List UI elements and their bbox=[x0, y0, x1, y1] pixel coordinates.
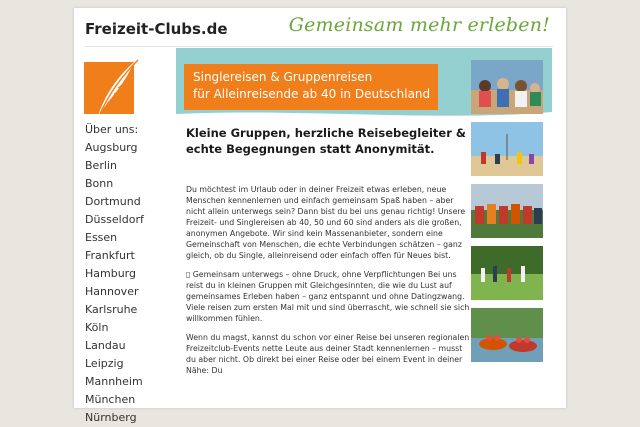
sidebar-item-koeln[interactable]: Köln bbox=[85, 321, 109, 334]
intro-paragraph-3: Wenn du magst, kannst du schon vor einer Reise bei unseren regionalen Freizeitclub-Events nette Leute aus deiner Stadt kennenlernen – musst du aber nicht. Ob direkt bei einer Reise oder bei einem Event in deiner Nähe: Du bbox=[186, 333, 470, 375]
sidebar-item-bonn[interactable]: Bonn bbox=[85, 177, 114, 190]
intro-text bbox=[186, 184, 474, 384]
sidebar-item-essen[interactable]: Essen bbox=[85, 231, 118, 244]
sidebar-item-duesseldorf[interactable]: Düsseldorf bbox=[85, 213, 144, 226]
hero-banner bbox=[184, 64, 438, 110]
intro-paragraph-1: Du möchtest im Urlaub oder in deiner Freizeit etwas erleben, neue Menschen kennenlernen und einfach gemeinsam Spaß haben – aber nicht allein unterwegs sein? Dann bist du bei uns genau richtig! Unsere Freizeit- und Singlereisen ab 40, 50 und 60 sind anders als die großen, anonymen Angebote. Wir sind kein Massenanbieter, sondern eine Gemeinschaft von Menschen, die echte Verbindungen schätzen – ganz gleich, ob du Single, alleinreisend oder einfach offen für Neues bist. bbox=[186, 185, 466, 260]
photo-column bbox=[471, 60, 543, 370]
page-container bbox=[74, 8, 566, 424]
group-photo-3[interactable] bbox=[471, 184, 543, 238]
header-divider bbox=[85, 46, 553, 47]
sidebar-heading: Über uns: bbox=[85, 123, 139, 136]
feather-logo-icon[interactable] bbox=[84, 58, 139, 118]
city-sidebar bbox=[85, 121, 175, 427]
hero-subheading: Kleine Gruppen, herzliche Reisebegleiter & echte Begegnungen statt Anonymität. bbox=[186, 126, 466, 156]
group-photo-1[interactable] bbox=[471, 60, 543, 114]
sidebar-item-leipzig[interactable]: Leipzig bbox=[85, 357, 124, 370]
sidebar-item-frankfurt[interactable]: Frankfurt bbox=[85, 249, 135, 262]
sidebar-item-nuernberg[interactable]: Nürnberg bbox=[85, 411, 137, 424]
sidebar-item-karlsruhe[interactable]: Karlsruhe bbox=[85, 303, 138, 316]
sidebar-item-landau[interactable]: Landau bbox=[85, 339, 126, 352]
group-photo-5[interactable] bbox=[471, 308, 543, 362]
sidebar-item-hamburg[interactable]: Hamburg bbox=[85, 267, 136, 280]
site-title[interactable]: Freizeit-Clubs.de bbox=[85, 20, 228, 38]
sidebar-item-augsburg[interactable]: Augsburg bbox=[85, 141, 138, 154]
sidebar-item-dortmund[interactable]: Dortmund bbox=[85, 195, 141, 208]
sidebar-item-muenchen[interactable]: München bbox=[85, 393, 136, 406]
sidebar-item-mannheim[interactable]: Mannheim bbox=[85, 375, 143, 388]
banner-line-2: für Alleinreisende ab 40 in Deutschland bbox=[193, 87, 431, 101]
slogan: Gemeinsam mehr erleben! bbox=[288, 14, 550, 36]
group-photo-4[interactable] bbox=[471, 246, 543, 300]
sidebar-item-berlin[interactable]: Berlin bbox=[85, 159, 117, 172]
sidebar-item-hannover[interactable]: Hannover bbox=[85, 285, 139, 298]
banner-line-1: Singlereisen & Gruppenreisen bbox=[193, 70, 373, 84]
group-photo-2[interactable] bbox=[471, 122, 543, 176]
intro-paragraph-2: ▯ Gemeinsam unterwegs – ohne Druck, ohne Verpflichtungen Bei uns reist du in kleinen Gruppen mit Gleichgesinnten, die wie du Lust auf gemeinsames Erleben haben – ganz entspannt und ohne Datingzwang. Viele reisen zum ersten Mal mit und sind überrascht, wie schnell sie sich willkommen fühlen. bbox=[186, 270, 470, 323]
